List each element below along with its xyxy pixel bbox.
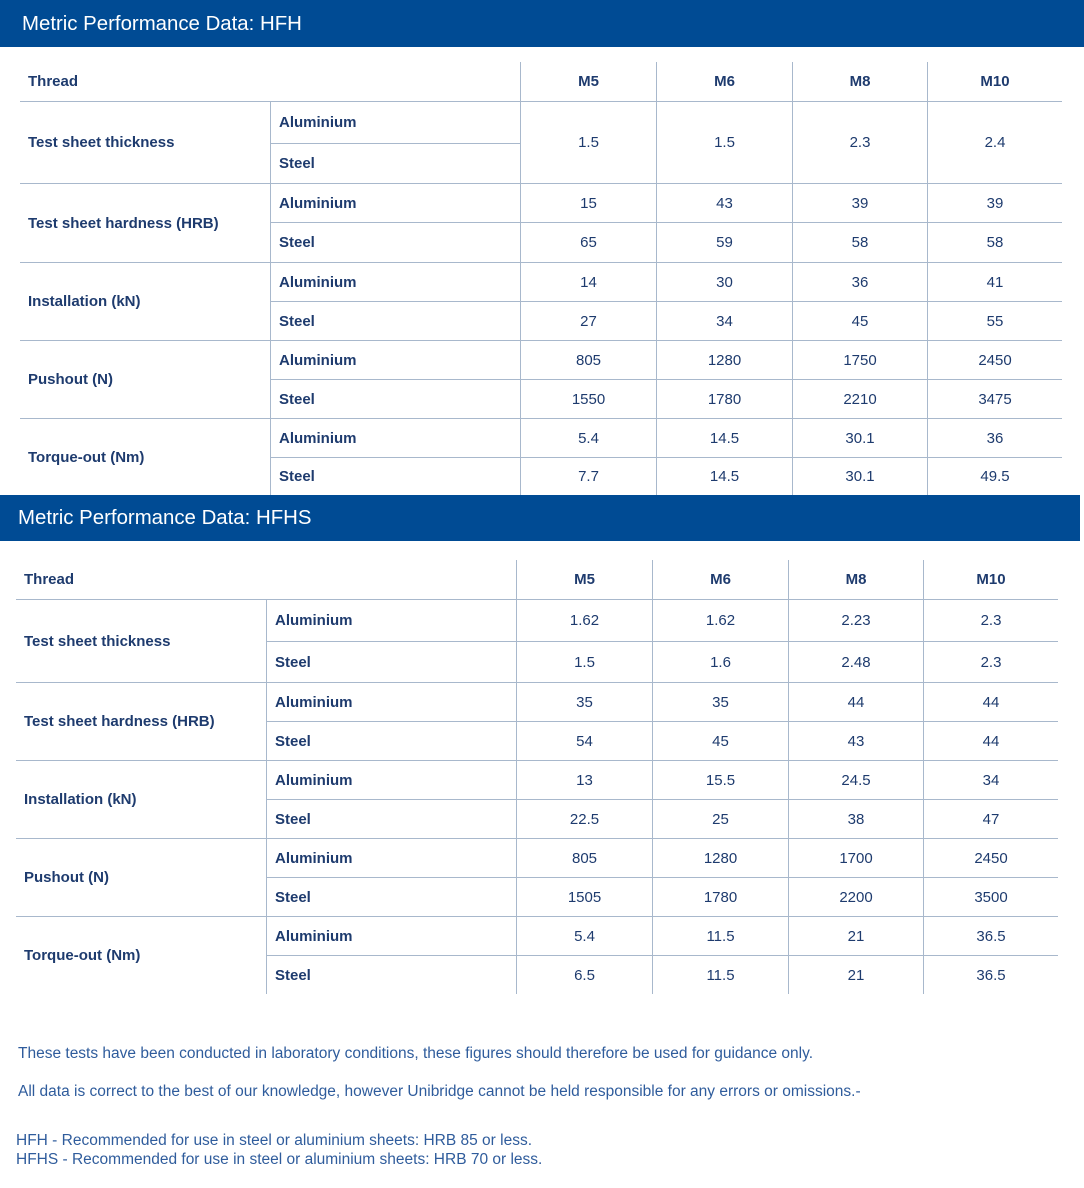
- value-cell-m5: 14: [520, 262, 656, 301]
- value-cell-m8: 2.48: [788, 641, 923, 682]
- value-cell-m8: 58: [792, 222, 927, 262]
- value-cell-m5: 1.5: [520, 102, 656, 183]
- material-label-steel: Steel: [270, 457, 520, 495]
- value-cell-m8: 30.1: [792, 457, 927, 495]
- material-label-aluminium: Aluminium: [266, 760, 516, 799]
- value-cell-m10: 36.5: [923, 916, 1058, 955]
- material-label-aluminium: Aluminium: [270, 418, 520, 457]
- value-cell-m5: 7.7: [520, 457, 656, 495]
- value-cell-m6: 11.5: [652, 916, 788, 955]
- value-cell-m6: 11.5: [652, 955, 788, 994]
- value-cell-m10: 2.3: [923, 641, 1058, 682]
- column-header-thread: Thread: [16, 560, 516, 600]
- material-label-aluminium: Aluminium: [266, 838, 516, 877]
- value-cell-m5: 54: [516, 721, 652, 760]
- value-cell-m5: 13: [516, 760, 652, 799]
- value-cell-m10: 55: [927, 301, 1062, 340]
- material-label-steel: Steel: [266, 955, 516, 994]
- material-label-aluminium: Aluminium: [266, 600, 516, 641]
- row-label-torque-out: Torque-out (Nm): [20, 418, 270, 495]
- value-cell-m8: 2200: [788, 877, 923, 916]
- value-cell-m5: 1.62: [516, 600, 652, 641]
- row-label-pushout: Pushout (N): [20, 340, 270, 418]
- value-cell-m5: 5.4: [520, 418, 656, 457]
- value-cell-m10: 44: [923, 682, 1058, 721]
- value-cell-m10: 3475: [927, 379, 1062, 418]
- recommendation-note-hfh: HFH - Recommended for use in steel or aluminium sheets: HRB 85 or less.: [16, 1132, 533, 1149]
- value-cell-m8: 39: [792, 183, 927, 222]
- value-cell-m8: 2210: [792, 379, 927, 418]
- value-cell-m6: 59: [656, 222, 792, 262]
- value-cell-m8: 21: [788, 955, 923, 994]
- value-cell-m6: 25: [652, 799, 788, 838]
- row-label-installation: Installation (kN): [20, 262, 270, 340]
- value-cell-m8: 1700: [788, 838, 923, 877]
- value-cell-m10: 2450: [923, 838, 1058, 877]
- value-cell-m8: 43: [788, 721, 923, 760]
- material-label-aluminium: Aluminium: [266, 916, 516, 955]
- value-cell-m8: 44: [788, 682, 923, 721]
- row-label-installation: Installation (kN): [16, 760, 266, 838]
- section-title: Metric Performance Data: HFH: [22, 13, 302, 35]
- value-cell-m10: 34: [923, 760, 1058, 799]
- material-label-aluminium: Aluminium: [270, 183, 520, 222]
- value-cell-m5: 5.4: [516, 916, 652, 955]
- column-header-m5: M5: [520, 62, 656, 102]
- value-cell-m6: 43: [656, 183, 792, 222]
- material-label-steel: Steel: [270, 379, 520, 418]
- value-cell-m10: 36.5: [923, 955, 1058, 994]
- disclaimer-note: All data is correct to the best of our knowledge, however Unibridge cannot be held responsible for any errors or omissions.-: [18, 1083, 861, 1100]
- value-cell-m8: 45: [792, 301, 927, 340]
- value-cell-m8: 21: [788, 916, 923, 955]
- value-cell-m8: 30.1: [792, 418, 927, 457]
- value-cell-m10: 2.4: [927, 102, 1062, 183]
- value-cell-m6: 1.5: [656, 102, 792, 183]
- value-cell-m8: 2.3: [792, 102, 927, 183]
- value-cell-m8: 24.5: [788, 760, 923, 799]
- column-header-m8: M8: [792, 62, 927, 102]
- material-label-steel: Steel: [270, 301, 520, 340]
- material-label-steel: Steel: [266, 721, 516, 760]
- value-cell-m6: 15.5: [652, 760, 788, 799]
- value-cell-m10: 2.3: [923, 600, 1058, 641]
- value-cell-m5: 6.5: [516, 955, 652, 994]
- material-label-aluminium: Aluminium: [270, 102, 520, 143]
- value-cell-m5: 22.5: [516, 799, 652, 838]
- value-cell-m8: 36: [792, 262, 927, 301]
- value-cell-m6: 14.5: [656, 418, 792, 457]
- column-header-m5: M5: [516, 560, 652, 600]
- section-title: Metric Performance Data: HFHS: [18, 507, 312, 529]
- column-header-m10: M10: [923, 560, 1058, 600]
- row-label-pushout: Pushout (N): [16, 838, 266, 916]
- material-label-steel: Steel: [270, 222, 520, 262]
- column-header-m6: M6: [656, 62, 792, 102]
- material-label-steel: Steel: [270, 143, 520, 183]
- material-label-aluminium: Aluminium: [266, 682, 516, 721]
- section-header-hfhs: [0, 495, 1080, 541]
- recommendation-note-hfhs: HFHS - Recommended for use in steel or aluminium sheets: HRB 70 or less.: [16, 1151, 543, 1168]
- value-cell-m6: 1780: [652, 877, 788, 916]
- value-cell-m6: 14.5: [656, 457, 792, 495]
- performance-table-hfhs: [16, 560, 1058, 994]
- row-label-test-sheet-hardness: Test sheet hardness (HRB): [20, 183, 270, 262]
- value-cell-m10: 41: [927, 262, 1062, 301]
- value-cell-m8: 1750: [792, 340, 927, 379]
- value-cell-m6: 35: [652, 682, 788, 721]
- value-cell-m5: 15: [520, 183, 656, 222]
- value-cell-m10: 39: [927, 183, 1062, 222]
- value-cell-m5: 805: [516, 838, 652, 877]
- value-cell-m8: 38: [788, 799, 923, 838]
- value-cell-m8: 2.23: [788, 600, 923, 641]
- value-cell-m5: 27: [520, 301, 656, 340]
- material-label-steel: Steel: [266, 641, 516, 682]
- value-cell-m6: 34: [656, 301, 792, 340]
- disclaimer-note: These tests have been conducted in laboratory conditions, these figures should therefore be used for guidance only.: [18, 1045, 814, 1062]
- section-header-hfh: [0, 0, 1084, 47]
- column-header-m10: M10: [927, 62, 1062, 102]
- value-cell-m5: 65: [520, 222, 656, 262]
- value-cell-m10: 3500: [923, 877, 1058, 916]
- value-cell-m6: 1780: [656, 379, 792, 418]
- row-label-test-sheet-hardness: Test sheet hardness (HRB): [16, 682, 266, 760]
- value-cell-m10: 49.5: [927, 457, 1062, 495]
- value-cell-m5: 1550: [520, 379, 656, 418]
- row-label-torque-out: Torque-out (Nm): [16, 916, 266, 994]
- column-header-thread: Thread: [20, 62, 520, 102]
- value-cell-m6: 1.6: [652, 641, 788, 682]
- value-cell-m5: 35: [516, 682, 652, 721]
- value-cell-m10: 2450: [927, 340, 1062, 379]
- value-cell-m6: 1280: [652, 838, 788, 877]
- value-cell-m5: 1.5: [516, 641, 652, 682]
- row-label-test-sheet-thickness: Test sheet thickness: [28, 134, 175, 151]
- value-cell-m6: 30: [656, 262, 792, 301]
- column-header-m6: M6: [652, 560, 788, 600]
- material-label-aluminium: Aluminium: [270, 340, 520, 379]
- material-label-aluminium: Aluminium: [270, 262, 520, 301]
- value-cell-m10: 44: [923, 721, 1058, 760]
- value-cell-m10: 36: [927, 418, 1062, 457]
- value-cell-m10: 47: [923, 799, 1058, 838]
- column-header-m8: M8: [788, 560, 923, 600]
- value-cell-m10: 58: [927, 222, 1062, 262]
- value-cell-m5: 1505: [516, 877, 652, 916]
- performance-table-hfh: [20, 62, 1062, 495]
- value-cell-m6: 45: [652, 721, 788, 760]
- material-label-steel: Steel: [266, 799, 516, 838]
- value-cell-m6: 1280: [656, 340, 792, 379]
- value-cell-m6: 1.62: [652, 600, 788, 641]
- material-label-steel: Steel: [266, 877, 516, 916]
- value-cell-m5: 805: [520, 340, 656, 379]
- row-label-test-sheet-thickness: Test sheet thickness: [24, 632, 171, 650]
